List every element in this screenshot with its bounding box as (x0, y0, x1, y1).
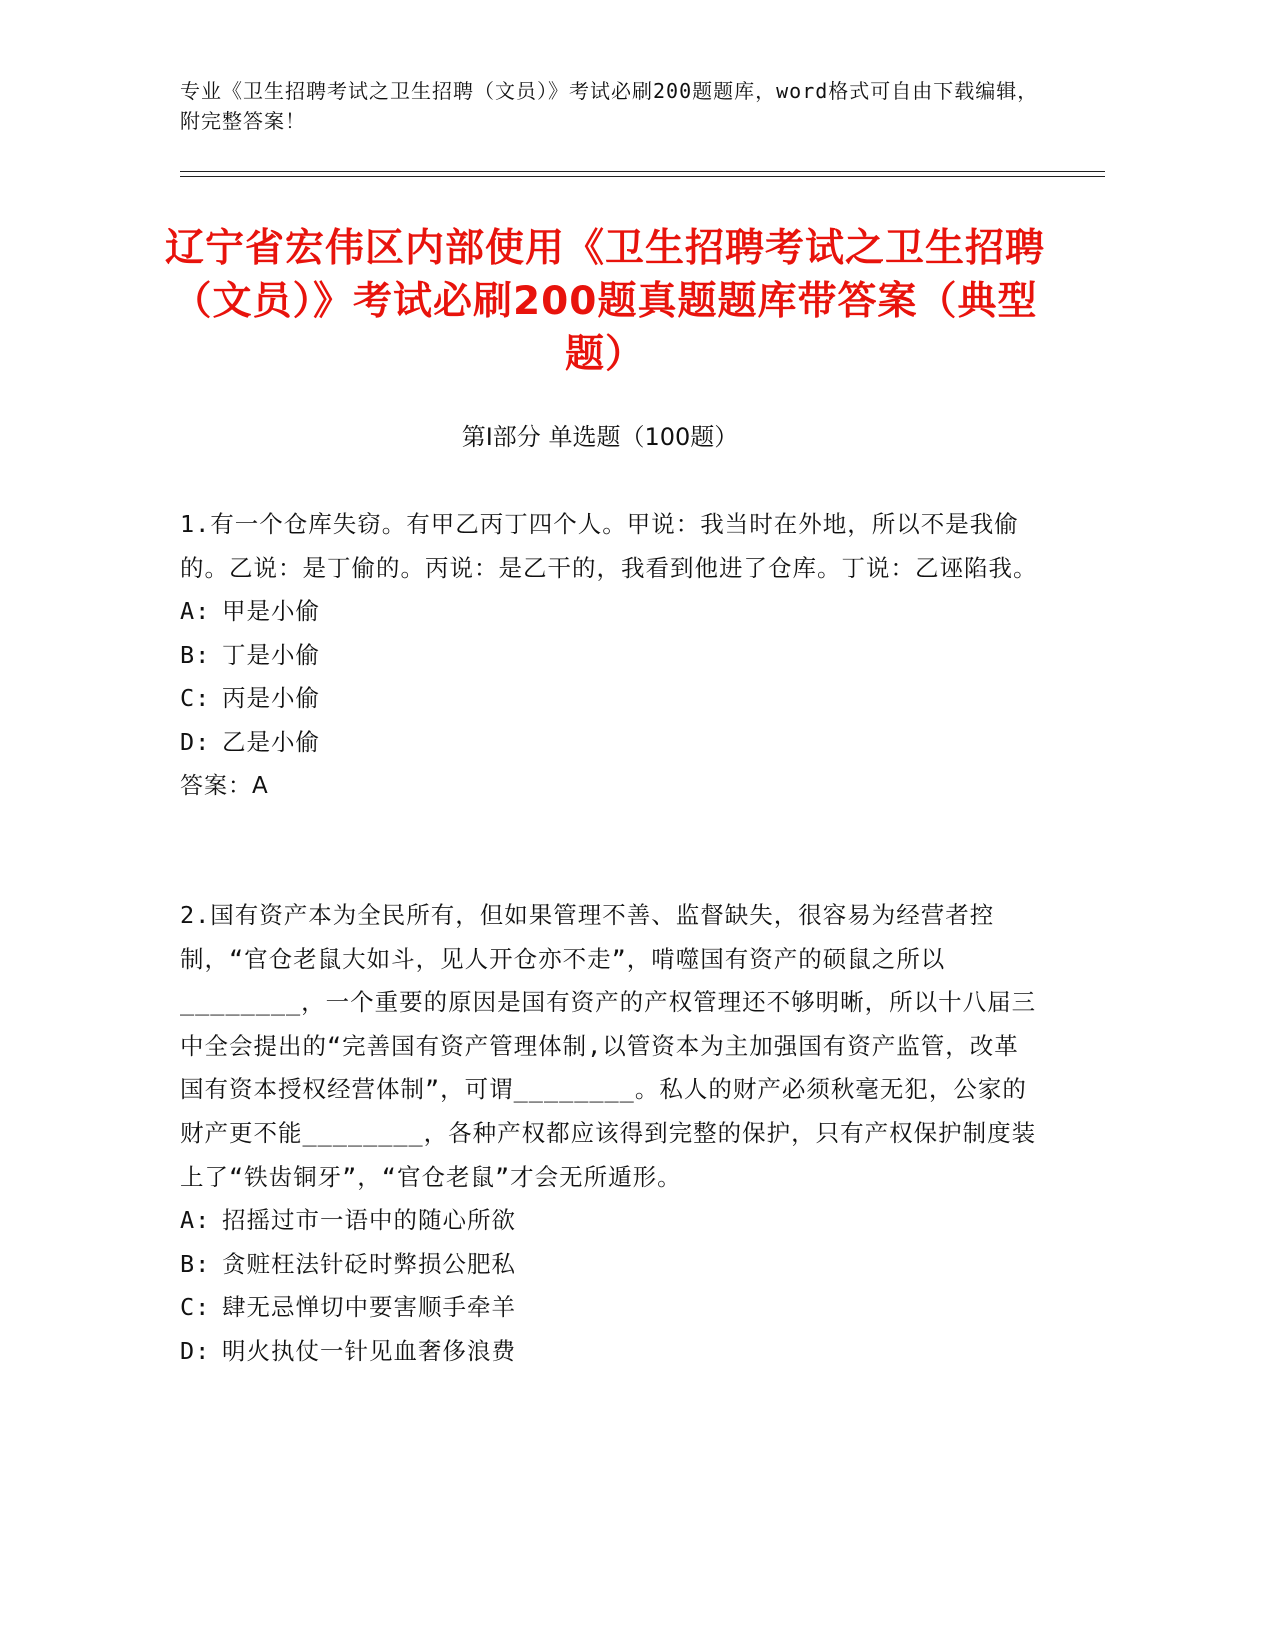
option-key: A: (180, 597, 211, 626)
option-a (180, 1199, 1040, 1243)
document-title: 辽宁省宏伟区内部使用《卫生招聘考试之卫生招聘（文员）》考试必刷200题真题题库带答案（典型题） (164, 226, 1045, 377)
option-key: B: (180, 1249, 211, 1278)
option-b (180, 634, 1040, 678)
option-key: C: (180, 684, 211, 713)
header-note: 专业《卫生招聘考试之卫生招聘（文员）》考试必刷200题题库，word格式可自由下载编辑，附完整答案！ (180, 79, 1039, 133)
answer: 答案：A (180, 772, 269, 799)
option-key: B: (180, 640, 211, 669)
option-c (180, 1286, 1040, 1330)
option-text: 招摇过市一语中的随心所欲 (222, 1206, 516, 1235)
option-d (180, 721, 1040, 765)
option-a (180, 590, 1040, 634)
option-key: A: (180, 1206, 211, 1235)
option-text: 丙是小偷 (222, 684, 320, 713)
option-d (180, 1330, 1040, 1374)
header-divider-bottom (180, 176, 1105, 177)
question-2 (180, 894, 1040, 1374)
option-b (180, 1243, 1040, 1287)
option-text: 明火执仗一针见血奢侈浪费 (222, 1336, 516, 1365)
option-c (180, 677, 1040, 721)
option-text: 丁是小偷 (222, 640, 320, 669)
question-1 (180, 503, 1040, 808)
option-key: C: (180, 1293, 211, 1322)
option-text: 甲是小偷 (222, 597, 320, 626)
question-stem: 1.有一个仓库失窃。有甲乙丙丁四个人。甲说：我当时在外地，所以不是我偷的。乙说：是丁偷的。丙说：是乙干的，我看到他进了仓库。丁说：乙诬陷我。 (180, 510, 1038, 582)
option-text: 贪赃枉法针砭时弊损公肥私 (222, 1249, 516, 1278)
section-title: 第Ⅰ部分 单选题（100题） (461, 423, 739, 451)
option-key: D: (180, 1336, 211, 1365)
question-stem: 2.国有资产本为全民所有，但如果管理不善、监督缺失，很容易为经营者控制，“官仓老鼠大如斗，见人开仓亦不走”，啃噬国有资产的硕鼠之所以________，一个重要的原因是国有资产的产权管理还不够明晰，所以十八届三中全会提出的“完善国有资产管理体制,以管资本为主加强国有资产监管，改革国有资本授权经营体制”，可谓________。私人的财产必须秋毫无犯，公家的财产更不能________，各种产权都应该得到完整的保护，只有产权保护制度装上了“铁齿铜牙”，“官仓老鼠”才会无所遁形。 (180, 901, 1037, 1191)
header-divider-top (180, 171, 1105, 172)
option-text: 乙是小偷 (222, 727, 320, 756)
option-key: D: (180, 727, 211, 756)
option-text: 肆无忌惮切中要害顺手牵羊 (222, 1293, 516, 1322)
